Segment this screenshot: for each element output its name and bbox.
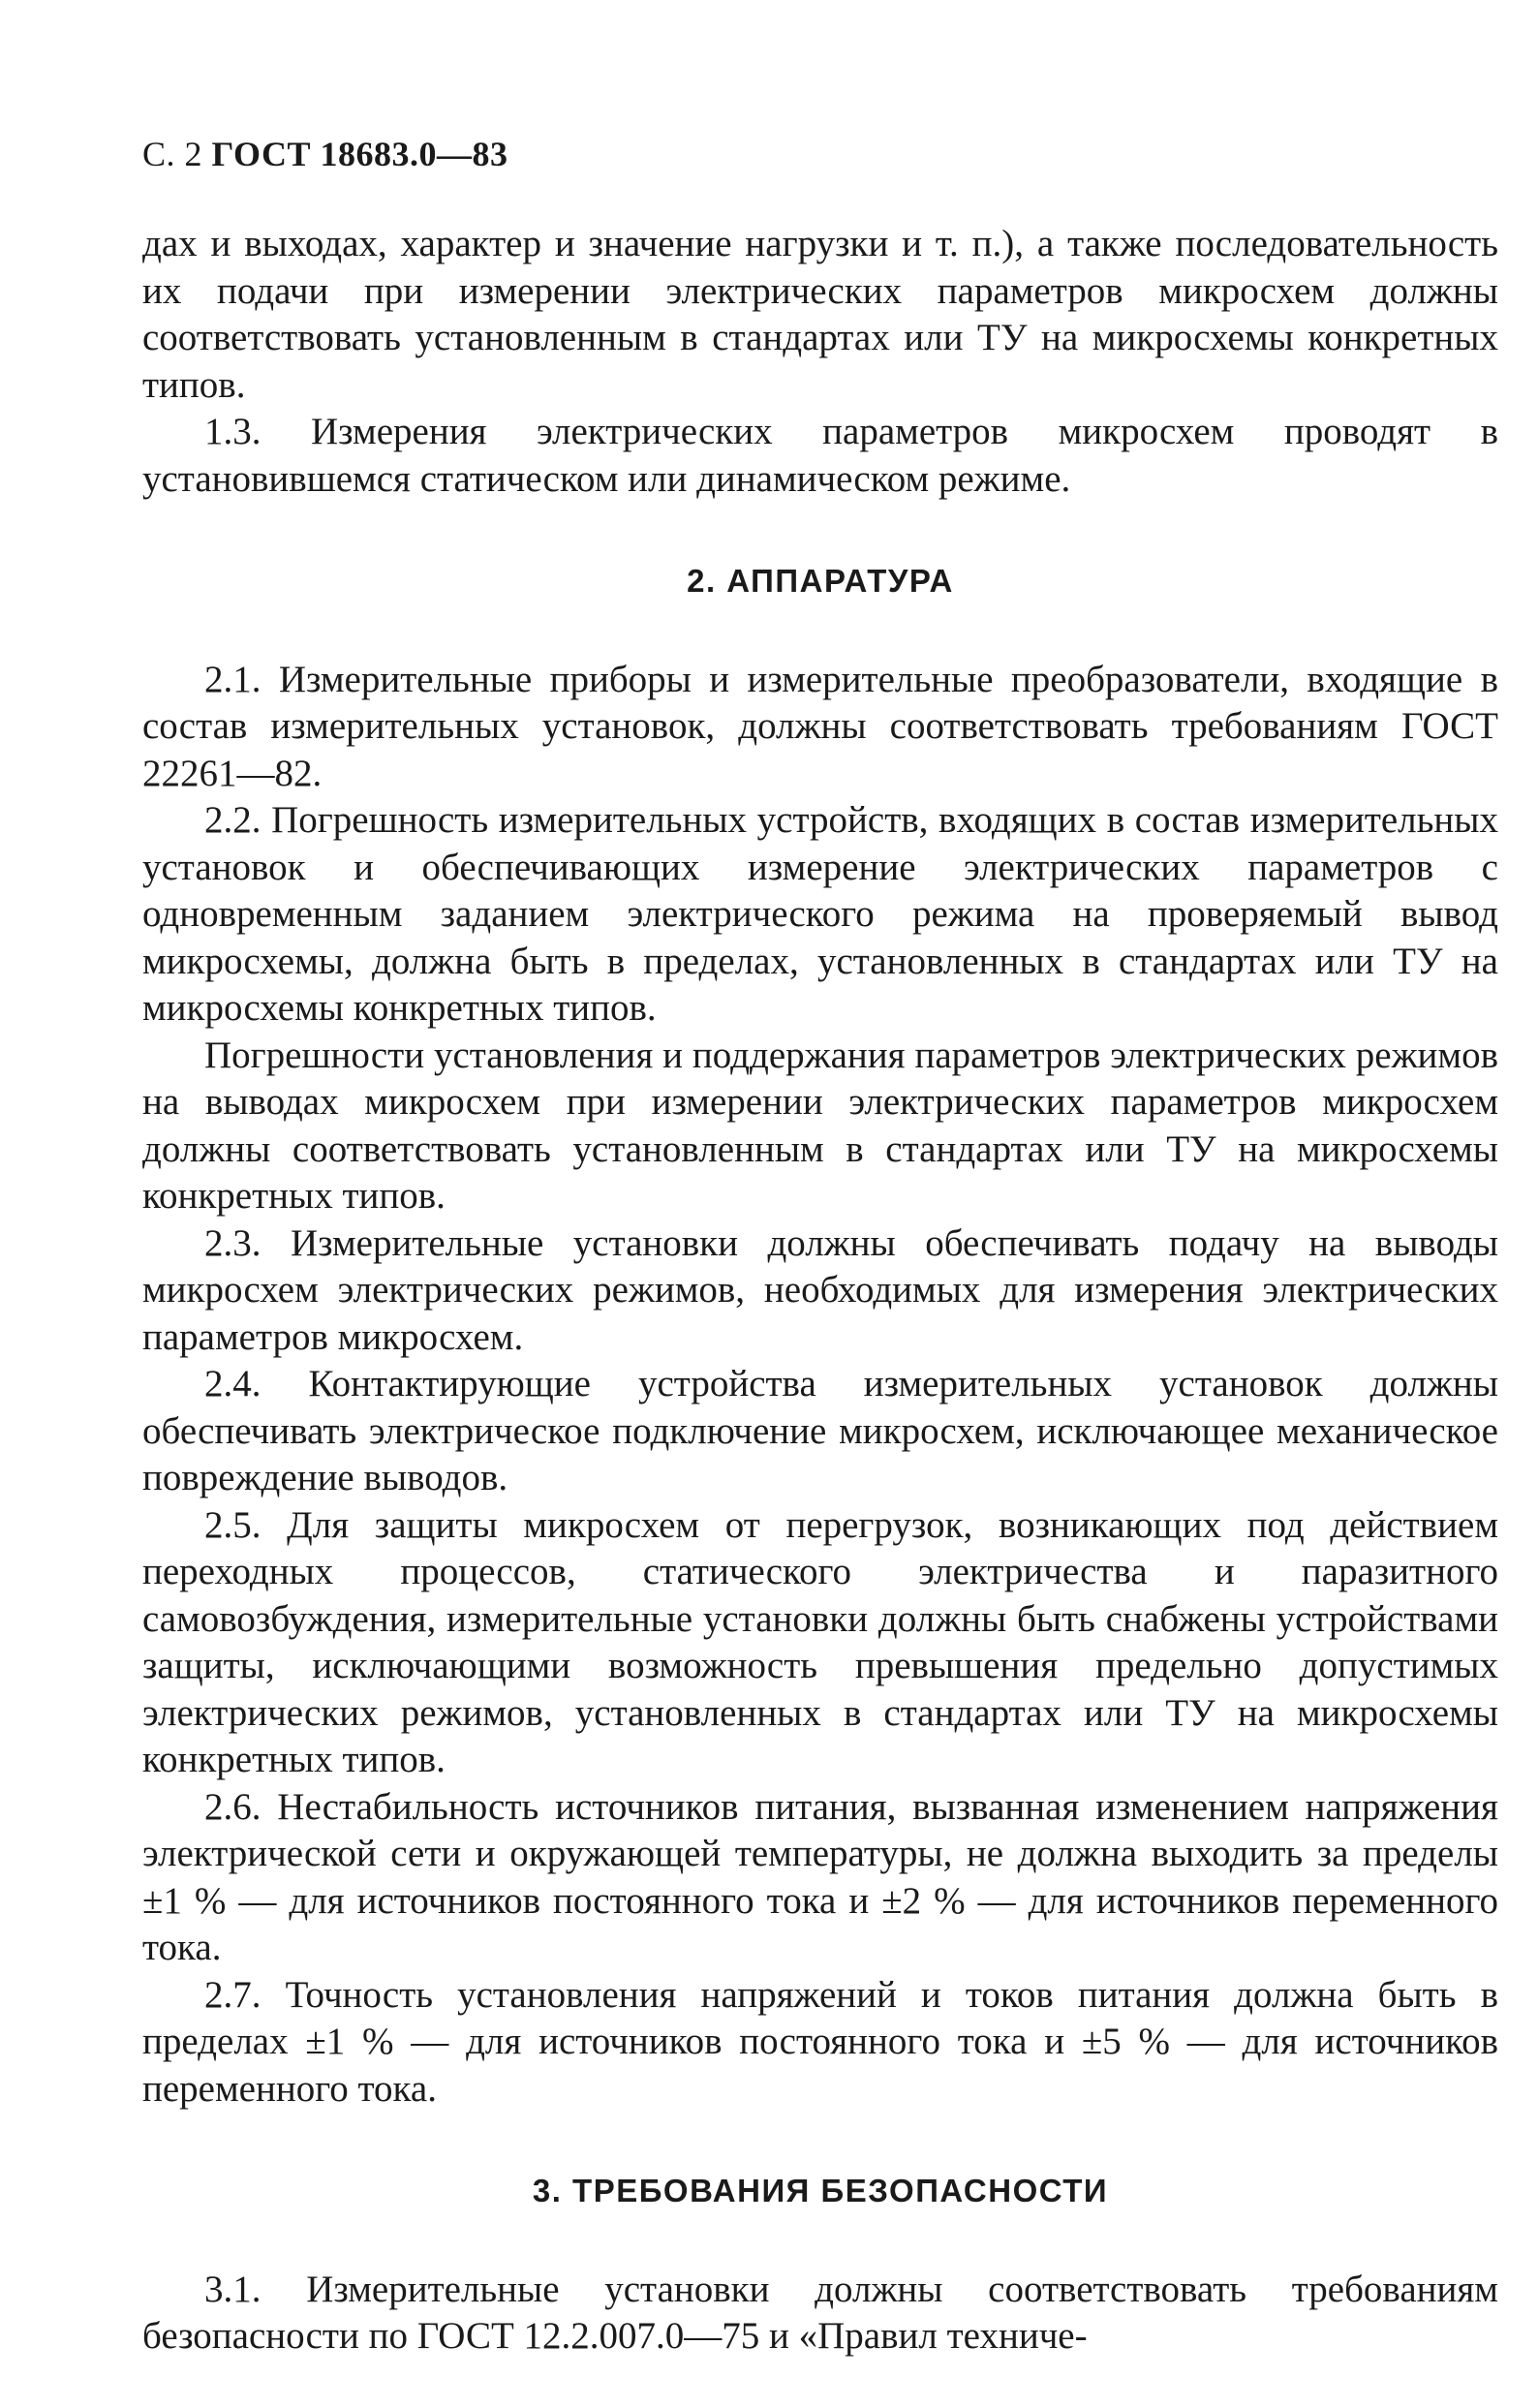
page-header: [142, 134, 508, 174]
paragraph-2-1: 2.1. Измерительные приборы и измерительные преобразователи, входящие в состав измерительных установок, должны соответствовать требованиям ГОСТ 22261—82.: [142, 658, 1498, 794]
paragraph-2-4: 2.4. Контактирующие устройства измерительных установок должны обеспечивать электрическое подключение микросхем, исключающее механическое повреждение выводов.: [142, 1363, 1498, 1498]
section-title-safety: 3. ТРЕБОВАНИЯ БЕЗОПАСНОСТИ: [532, 2173, 1109, 2208]
paragraph-2-2-errors: Погрешности установления и поддержания параметров электрических режимов на выводах микросхем при измерении электрических параметров микросхем должны соответствовать установленным в стандартах или ТУ на микросхемы конкретных типов.: [142, 1034, 1498, 1217]
document-body: [142, 221, 1498, 2361]
paragraph-2-7: 2.7. Точность установления напряжений и токов питания должна быть в пределах ±1 % — для источников постоянного тока и ±5 % — для источников переменного тока.: [142, 1973, 1498, 2110]
standard-number: ГОСТ 18683.0—83: [211, 135, 508, 173]
paragraph-3-1: 3.1. Измерительные установки должны соответствовать требованиям безопасности по ГОСТ 12.2.007.0—75 и «Правил техниче-: [142, 2268, 1498, 2357]
page-number: С. 2: [142, 135, 203, 173]
paragraph-continued: дах и выходах, характер и значение нагрузки и т. п.), а также последовательность их подачи при измерении электрических параметров микросхем должны соответствовать установленным в стандартах или ТУ на микросхемы конкретных типов.: [142, 223, 1498, 406]
paragraph-2-2: 2.2. Погрешность измерительных устройств, входящих в состав измерительных установок и обеспечивающих измерение электрических параметров с одновременным заданием электрического режима на проверяемый вывод микросхемы, должна быть в пределах, установленных в стандартах или ТУ на микросхемы конкретных типов.: [142, 799, 1498, 1029]
paragraph-1-3: 1.3. Измерения электрических параметров микросхем проводят в установившемся статическом или динамическом режиме.: [142, 411, 1498, 500]
section-title-apparatus: 2. АППАРАТУРА: [687, 563, 954, 599]
paragraph-2-6: 2.6. Нестабильность источников питания, вызванная изменением напряжения электрической сети и окружающей температуры, не должна выходить за пределы ±1 % — для источников постоянного тока и ±2 % — для источников переменного тока.: [142, 1785, 1498, 1968]
paragraph-2-3: 2.3. Измерительные установки должны обеспечивать подачу на выводы микросхем электрических режимов, необходимых для измерения электрических параметров микросхем.: [142, 1221, 1498, 1358]
paragraph-2-5: 2.5. Для защиты микросхем от перегрузок, возникающих под действием переходных процессов, статического электричества и паразитного самовозбуждения, измерительные установки должны быть снабжены устройствами защиты, исключающими возможность превышения предельно допустимых электрических режимов, установленных в стандартах или ТУ на микросхемы конкретных типов.: [142, 1503, 1498, 1780]
